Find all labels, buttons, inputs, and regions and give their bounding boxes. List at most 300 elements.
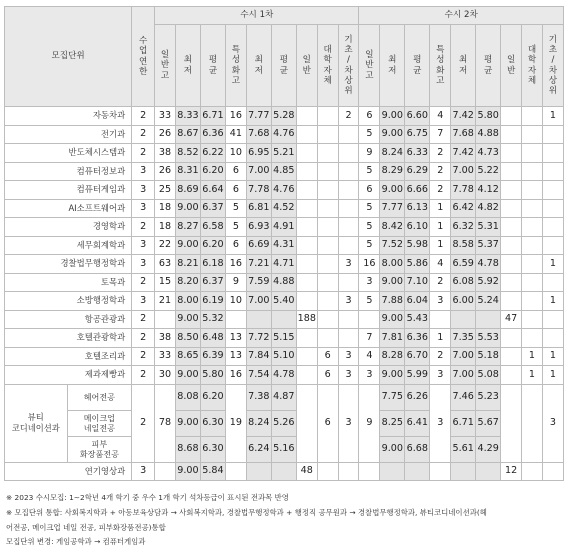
header-r1-avg [200, 25, 225, 107]
value-cell: 6.37 [200, 199, 225, 218]
value-cell [296, 384, 317, 462]
value-cell: 5.23 [476, 384, 501, 410]
table-row [5, 347, 564, 366]
value-cell: 6.24 [246, 436, 271, 462]
table-row [5, 236, 564, 255]
value-cell [501, 255, 522, 274]
value-cell: 9.00 [380, 366, 405, 385]
value-cell: 6.59 [451, 255, 476, 274]
table-row [5, 329, 564, 348]
value-cell [317, 125, 338, 144]
value-cell: 7.77 [380, 199, 405, 218]
value-cell: 5 [359, 199, 380, 218]
header-char: 차 [548, 65, 558, 76]
unit-name: 반도체시스템과 [5, 144, 132, 163]
value-cell: 9.00 [175, 236, 200, 255]
header-char: 자 [323, 65, 332, 76]
value-cell: 5.43 [405, 310, 430, 329]
header-years [132, 7, 155, 107]
value-cell: 4.87 [271, 384, 296, 410]
value-cell [501, 107, 522, 126]
unit-name: 자동차과 [5, 107, 132, 126]
value-cell: 4 [430, 255, 451, 274]
value-cell: 9.00 [175, 310, 200, 329]
header-char: 일 [365, 50, 374, 61]
value-cell [338, 181, 359, 200]
value-cell [317, 273, 338, 292]
value-cell: 16 [225, 366, 246, 385]
table-row [5, 366, 564, 385]
value-cell: 7.81 [380, 329, 405, 348]
value-cell: 6.00 [451, 292, 476, 311]
value-cell [296, 236, 317, 255]
value-cell: 6.04 [405, 292, 430, 311]
header-char: 반 [160, 60, 170, 71]
sub-name-line: 네일전공 [83, 423, 115, 433]
value-cell: 7 [359, 329, 380, 348]
header-char: 반 [506, 65, 516, 76]
value-cell [501, 273, 522, 292]
value-cell: 16 [225, 107, 246, 126]
value-cell: 8.69 [175, 181, 200, 200]
value-cell [522, 310, 543, 329]
value-cell: 4.85 [271, 162, 296, 181]
value-cell [542, 199, 563, 218]
value-cell [542, 273, 563, 292]
header-char: 대 [323, 44, 332, 55]
years-cell: 2 [132, 125, 155, 144]
value-cell: 5 [225, 199, 246, 218]
value-cell: 7.52 [380, 236, 405, 255]
value-cell [501, 329, 522, 348]
value-cell: 1 [430, 329, 451, 348]
value-cell: 4.88 [476, 125, 501, 144]
value-cell [338, 273, 359, 292]
value-cell: 8.24 [380, 144, 405, 163]
value-cell: 7.72 [246, 329, 271, 348]
value-cell [155, 462, 176, 481]
value-cell: 5.84 [200, 462, 225, 481]
header-r1-basic-quota [338, 25, 359, 107]
value-cell: 2 [430, 273, 451, 292]
value-cell: 6 [359, 107, 380, 126]
value-cell: 18 [155, 218, 176, 237]
value-cell: 7 [430, 125, 451, 144]
value-cell: 4.88 [271, 273, 296, 292]
value-cell: 7.68 [246, 125, 271, 144]
value-cell: 8.29 [380, 162, 405, 181]
value-cell: 8.52 [175, 144, 200, 163]
value-cell [522, 144, 543, 163]
header-char: 체 [323, 75, 332, 86]
value-cell [451, 310, 476, 329]
value-cell [522, 273, 543, 292]
value-cell: 5.37 [476, 236, 501, 255]
unit-name: 제과제빵과 [5, 366, 132, 385]
footnote-line: 모집단위 변경: 게임공학과 → 컴퓨터게임과 [6, 537, 146, 547]
value-cell [296, 273, 317, 292]
unit-name: 호텔조리과 [5, 347, 132, 366]
value-cell: 5.40 [271, 292, 296, 311]
value-cell: 8.33 [175, 107, 200, 126]
table-row [5, 144, 564, 163]
value-cell: 8.65 [175, 347, 200, 366]
header-char: 최 [459, 55, 468, 66]
footnote-line: 어전공, 메이크업 네일 전공, 피부화장품전공)통합 [6, 522, 166, 532]
header-char: 저 [183, 65, 193, 76]
value-cell: 6.71 [451, 410, 476, 436]
header-r2-general [501, 25, 522, 107]
header-r2-special-avg [476, 25, 501, 107]
value-cell: 7.77 [246, 107, 271, 126]
value-cell: 16 [225, 255, 246, 274]
value-cell: 5.15 [271, 329, 296, 348]
header-char: 평 [208, 55, 218, 66]
value-cell: 7.42 [451, 144, 476, 163]
value-cell: 3 [430, 366, 451, 385]
value-cell: 5.22 [476, 162, 501, 181]
value-cell: 6.39 [200, 347, 225, 366]
value-cell: 7.00 [451, 366, 476, 385]
table-row [5, 310, 564, 329]
value-cell: 5.53 [476, 329, 501, 348]
unit-name: 전기과 [5, 125, 132, 144]
value-cell [296, 366, 317, 385]
value-cell [501, 384, 522, 462]
sub-name-line: 헤어전공 [83, 391, 115, 402]
value-cell: 8.50 [175, 329, 200, 348]
value-cell: 3 [430, 384, 451, 462]
header-round2: 수시 2차 [359, 7, 564, 25]
sub-name-line: 피부 [91, 438, 108, 449]
value-cell: 8.25 [380, 410, 405, 436]
value-cell [501, 218, 522, 237]
header-char: 특 [231, 44, 241, 55]
value-cell: 6.26 [405, 384, 430, 410]
value-cell: 63 [155, 255, 176, 274]
value-cell: 7.35 [451, 329, 476, 348]
value-cell [296, 292, 317, 311]
value-cell: 3 [338, 366, 359, 385]
header-char: 최 [183, 55, 193, 66]
unit-name: 연기영상과 [5, 462, 132, 481]
value-cell: 4.78 [476, 255, 501, 274]
value-cell: 5.21 [271, 144, 296, 163]
value-cell [296, 125, 317, 144]
years-cell: 2 [132, 273, 155, 292]
value-cell: 6.64 [200, 181, 225, 200]
value-cell: 3 [338, 292, 359, 311]
table-row [5, 199, 564, 218]
value-cell: 6 [317, 384, 338, 462]
value-cell: 5 [359, 292, 380, 311]
value-cell: 5.16 [271, 436, 296, 462]
value-cell: 7.68 [451, 125, 476, 144]
header-char: 학 [527, 55, 537, 66]
header-char: 성 [436, 55, 445, 66]
value-cell: 6 [317, 366, 338, 385]
header-char: 자 [527, 65, 537, 76]
header-r2-top [380, 25, 405, 107]
footnote-line: ※ 2023 수시모집: 1∼2학년 4개 학기 중 우수 1개 학기 석차등급이 표시된 전과목 반영 [6, 493, 289, 502]
header-r2-univ-self [522, 25, 543, 107]
value-cell [296, 162, 317, 181]
header-r2-general-quota [359, 25, 380, 107]
header-char: / [347, 55, 350, 66]
unit-name: 항공관광과 [5, 310, 132, 329]
years-cell: 2 [132, 366, 155, 385]
sub-unit-name [67, 410, 132, 436]
value-cell: 4.71 [271, 255, 296, 274]
header-char: 특 [436, 44, 445, 55]
value-cell [317, 329, 338, 348]
value-cell: 5.24 [476, 292, 501, 311]
value-cell: 6.70 [405, 347, 430, 366]
years-cell: 3 [132, 199, 155, 218]
value-cell [338, 462, 359, 481]
value-cell [522, 329, 543, 348]
value-cell: 7.00 [451, 347, 476, 366]
value-cell: 8.42 [380, 218, 405, 237]
value-cell: 3 [338, 347, 359, 366]
beauty-name-line: 뷰티 [27, 411, 44, 422]
unit-name: 경찰법무행정학과 [5, 255, 132, 274]
header-char: 체 [527, 75, 537, 86]
value-cell: 5.80 [200, 366, 225, 385]
value-cell [338, 162, 359, 181]
value-cell: 4.82 [476, 199, 501, 218]
value-cell: 9 [359, 144, 380, 163]
value-cell: 8.27 [175, 218, 200, 237]
table-row [5, 218, 564, 237]
beauty-name [5, 384, 68, 462]
value-cell: 21 [155, 292, 176, 311]
header-char: 저 [459, 65, 468, 76]
value-cell [271, 462, 296, 481]
header-char: 초 [548, 44, 558, 55]
value-cell [542, 236, 563, 255]
value-cell [317, 144, 338, 163]
unit-name: AI소프트웨어과 [5, 199, 132, 218]
value-cell [296, 347, 317, 366]
years-cell: 3 [132, 292, 155, 311]
value-cell: 6.93 [246, 218, 271, 237]
value-cell: 1 [542, 255, 563, 274]
table-row [5, 125, 564, 144]
header-char: 화 [231, 65, 241, 76]
header-char: 일 [302, 55, 311, 66]
value-cell [522, 236, 543, 255]
years-cell: 3 [132, 162, 155, 181]
value-cell: 6.13 [405, 199, 430, 218]
header-char: 평 [279, 55, 288, 66]
value-cell [476, 310, 501, 329]
header-r1-top [175, 25, 200, 107]
value-cell: 41 [225, 125, 246, 144]
value-cell [522, 462, 543, 481]
table-row [5, 107, 564, 126]
header-round1: 수시 1차 [155, 7, 359, 25]
value-cell: 38 [155, 144, 176, 163]
value-cell [542, 162, 563, 181]
value-cell: 15 [155, 273, 176, 292]
value-cell: 6.20 [200, 384, 225, 410]
value-cell: 8.58 [451, 236, 476, 255]
value-cell [296, 181, 317, 200]
value-cell: 4.91 [271, 218, 296, 237]
header-r1-special-top [246, 25, 271, 107]
value-cell: 6.68 [405, 436, 430, 462]
value-cell: 6 [317, 347, 338, 366]
value-cell [317, 218, 338, 237]
value-cell [296, 218, 317, 237]
value-cell [359, 462, 380, 481]
value-cell [338, 310, 359, 329]
value-cell [542, 125, 563, 144]
value-cell: 4.73 [476, 144, 501, 163]
value-cell: 5.18 [476, 347, 501, 366]
value-cell [338, 125, 359, 144]
value-cell: 7.54 [246, 366, 271, 385]
unit-name: 소방행정학과 [5, 292, 132, 311]
unit-name: 경영학과 [5, 218, 132, 237]
header-char: 고 [436, 75, 445, 86]
sub-unit-name [67, 384, 132, 410]
header-r1-special-avg [271, 25, 296, 107]
value-cell: 4 [430, 107, 451, 126]
header-char: 위 [344, 86, 353, 97]
value-cell: 5 [225, 218, 246, 237]
value-cell [476, 462, 501, 481]
header-char: 고 [231, 75, 241, 86]
value-cell [317, 462, 338, 481]
value-cell: 3 [430, 292, 451, 311]
value-cell: 6.69 [246, 236, 271, 255]
value-cell: 5.98 [405, 236, 430, 255]
header-char: 대 [527, 44, 537, 55]
value-cell: 9.00 [380, 125, 405, 144]
value-cell [451, 462, 476, 481]
value-cell: 19 [225, 384, 246, 462]
value-cell [296, 329, 317, 348]
value-cell: 4.76 [271, 125, 296, 144]
value-cell: 13 [225, 329, 246, 348]
value-cell: 1 [430, 218, 451, 237]
value-cell: 8.67 [175, 125, 200, 144]
value-cell [542, 144, 563, 163]
value-cell: 5.86 [405, 255, 430, 274]
value-cell: 26 [155, 125, 176, 144]
value-cell: 4.78 [271, 366, 296, 385]
unit-name: 컴퓨터정보과 [5, 162, 132, 181]
value-cell: 2 [430, 181, 451, 200]
value-cell [338, 144, 359, 163]
value-cell [317, 292, 338, 311]
value-cell [522, 125, 543, 144]
value-cell [501, 144, 522, 163]
years-cell: 2 [132, 310, 155, 329]
value-cell: 5.67 [476, 410, 501, 436]
value-cell: 1 [430, 199, 451, 218]
value-cell: 2 [430, 144, 451, 163]
value-cell [405, 462, 430, 481]
value-cell: 9 [225, 273, 246, 292]
value-cell: 5 [359, 218, 380, 237]
value-cell [246, 462, 271, 481]
value-cell: 5.08 [476, 366, 501, 385]
value-cell: 6.32 [451, 218, 476, 237]
value-cell: 5.99 [405, 366, 430, 385]
header-char: 평 [413, 55, 422, 66]
value-cell: 4.52 [271, 199, 296, 218]
header-char: 반 [365, 60, 374, 71]
value-cell: 7.88 [380, 292, 405, 311]
value-cell: 9.00 [380, 181, 405, 200]
value-cell: 30 [155, 366, 176, 385]
value-cell: 8.31 [175, 162, 200, 181]
value-cell: 6.41 [405, 410, 430, 436]
value-cell [430, 462, 451, 481]
header-char: 학 [323, 55, 332, 66]
value-cell [522, 107, 543, 126]
value-cell: 8.28 [380, 347, 405, 366]
value-cell [155, 310, 176, 329]
value-cell: 5.26 [271, 410, 296, 436]
value-cell [501, 199, 522, 218]
value-cell [317, 310, 338, 329]
value-cell: 2 [338, 107, 359, 126]
table-row [5, 384, 564, 410]
header-r2-special-top [451, 25, 476, 107]
header-char: 최 [254, 55, 263, 66]
value-cell: 8.08 [175, 384, 200, 410]
value-cell: 1 [430, 236, 451, 255]
value-cell: 5 [359, 125, 380, 144]
header-char: 연 [138, 56, 148, 67]
value-cell: 6.48 [200, 329, 225, 348]
value-cell: 47 [501, 310, 522, 329]
years-cell: 2 [132, 107, 155, 126]
footnotes [6, 491, 566, 550]
value-cell: 5.32 [200, 310, 225, 329]
value-cell [501, 292, 522, 311]
value-cell [501, 125, 522, 144]
value-cell: 6.36 [405, 329, 430, 348]
value-cell [380, 462, 405, 481]
header-char: 반 [302, 65, 311, 76]
header-r1-general [296, 25, 317, 107]
value-cell: 1 [522, 366, 543, 385]
value-cell: 9.00 [175, 366, 200, 385]
value-cell [225, 462, 246, 481]
value-cell: 4.12 [476, 181, 501, 200]
value-cell [542, 218, 563, 237]
unit-name: 호텔관광학과 [5, 329, 132, 348]
value-cell: 2 [430, 347, 451, 366]
value-cell: 6 [225, 181, 246, 200]
value-cell: 6.95 [246, 144, 271, 163]
table-row [5, 462, 564, 481]
value-cell: 38 [155, 329, 176, 348]
value-cell [522, 292, 543, 311]
years-cell: 2 [132, 347, 155, 366]
value-cell: 4 [359, 347, 380, 366]
value-cell [501, 236, 522, 255]
value-cell: 16 [359, 255, 380, 274]
years-cell: 2 [132, 218, 155, 237]
value-cell: 7.00 [246, 162, 271, 181]
value-cell: 1 [542, 292, 563, 311]
